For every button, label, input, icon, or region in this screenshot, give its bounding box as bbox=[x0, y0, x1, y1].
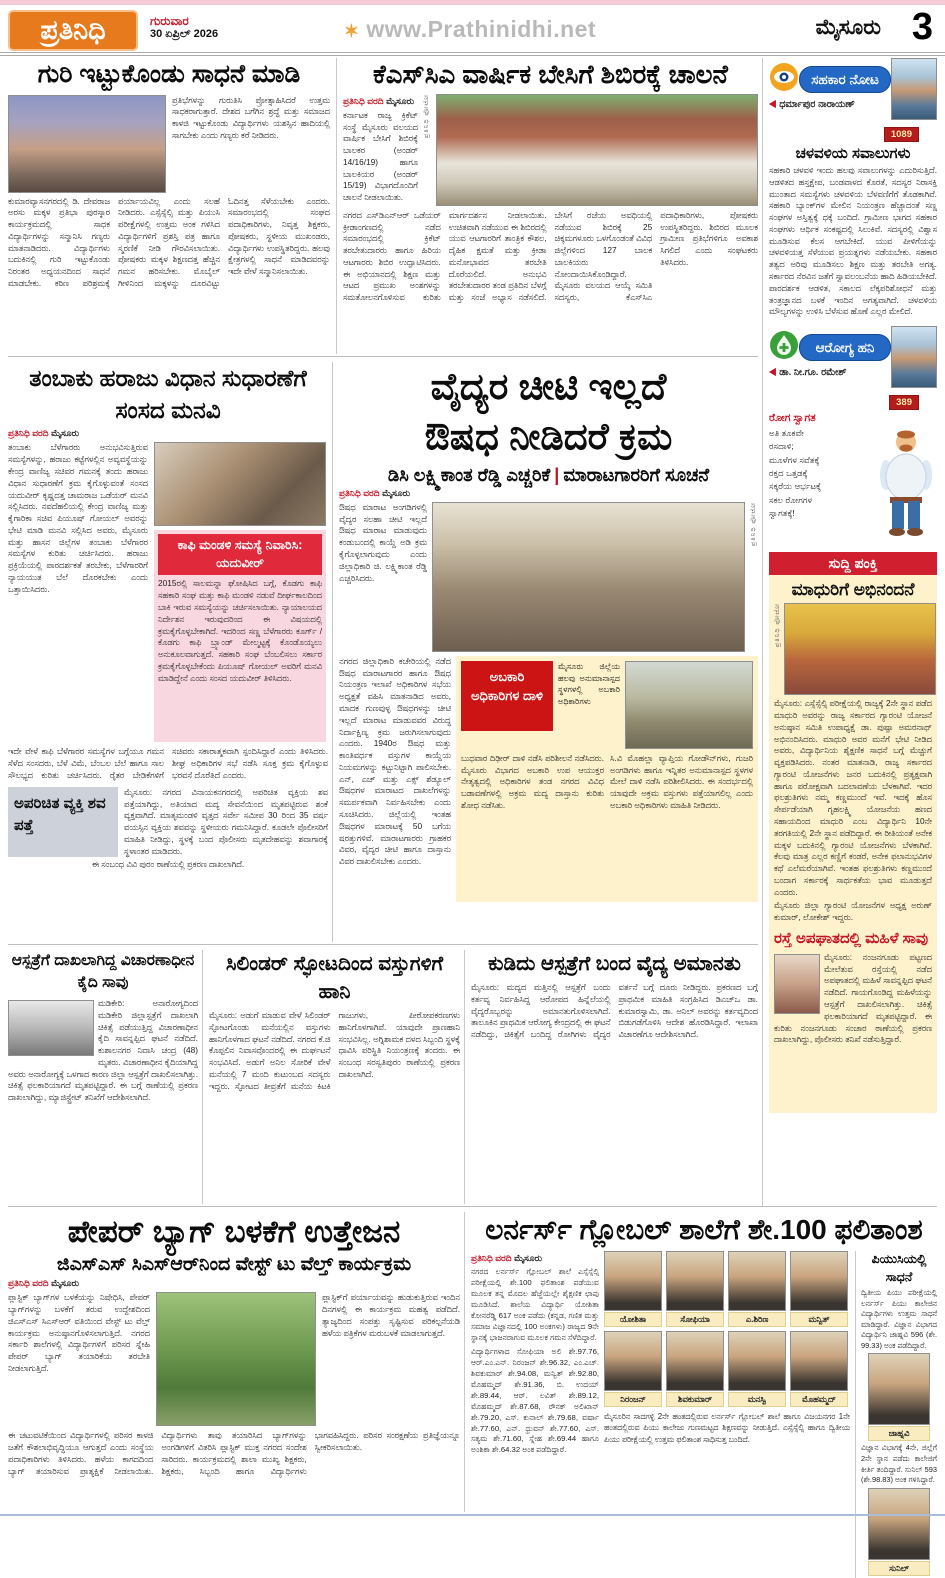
article-subhead: ಜಿಎಸ್‌ಎಸ್ ಸಿಎಸ್‌ಆರ್‌ನಿಂದ ವೇಸ್ಟ್ ಟು ವೆಲ್ತ್ ಕಾರ್ಯಕ್ರಮ bbox=[56, 1254, 412, 1276]
student-tile bbox=[868, 1488, 930, 1576]
photo-credit: ಪ್ರತಿನಿಧಿ ಫೋಟೋ bbox=[423, 93, 430, 138]
student-name: ಜಾಹ್ನವಿ bbox=[868, 1426, 930, 1441]
student-photo bbox=[604, 1251, 662, 1311]
highlight-box bbox=[769, 575, 937, 1113]
student-photo bbox=[604, 1331, 662, 1391]
mp-minister-meeting-photo bbox=[154, 442, 326, 526]
box-title: ಕಾಫಿ ಮಂಡಳಿ ಸಮಸ್ಯೆ ನಿವಾರಿಸಿ: ಯದುವೀರ್ bbox=[158, 534, 322, 575]
article-body: ಮೈಸೂರಿನ ಸಾದಗಳ್ಳಿ 2ನೇ ಹಂತದಲ್ಲಿರುವ ಲರ್ನರ್ಸ್ ಗ್ಲೋಬಲ್ ಶಾಲೆ ಹಾಗೂ ವಿಜಯನಗರ 1ನೇ ಹಂತದಲ್ಲಿರುವ ಪಿಯು ಕಾಲೇಜು ಗುಣಮಟ್ಟದ ಶಿಕ್ಷಣವನ್ನು ನೀಡುತ್ತಿದೆ. ಎಸ್ಸೆಸ್ಸೆಲ್ಸಿ ಹಾಗೂ ದ್ವಿತೀಯ ಪಿಯು ಪರೀಕ್ಷೆಯಲ್ಲಿ ಉತ್ತಮ ಫಲಿತಾಂಶ ಸಾಧಿಸುತ್ತ ಬಂದಿದೆ. bbox=[604, 1412, 850, 1444]
article-learners-global bbox=[464, 1212, 937, 1573]
column-number-badge: 389 bbox=[889, 395, 919, 410]
student-name: ಯೋಶಿತಾ bbox=[604, 1312, 662, 1327]
article-headline[interactable]: ಸಿಲಿಂಡರ್ ಸ್ಫೋಟದಿಂದ ವಸ್ತುಗಳಿಗೆ ಹಾನಿ bbox=[225, 953, 444, 1003]
byline: ಪ್ರತಿನಿಧಿ ವರದಿ ಮೈಸೂರು bbox=[339, 487, 411, 498]
student-photo bbox=[666, 1331, 724, 1391]
puc-achievement-box bbox=[855, 1251, 937, 1577]
logo-text: ಪ್ರತಿನಿಧಿ bbox=[40, 14, 106, 45]
cricket-camp-group-photo bbox=[436, 94, 758, 206]
date: 30 ಏಪ್ರಿಲ್ 2026 bbox=[150, 28, 219, 41]
columnist-photo bbox=[891, 58, 937, 120]
article-goal-achievement bbox=[8, 58, 330, 354]
box-title[interactable]: ಪಿಯುಸಿಯಲ್ಲಿ ಸಾಧನೆ bbox=[871, 1252, 927, 1284]
edition-city: ಮೈಸೂರು bbox=[815, 16, 881, 39]
newspaper-logo bbox=[8, 10, 138, 51]
student-tile bbox=[790, 1331, 848, 1407]
article-body: ನಗರದ ಜಿಲ್ಲಾಧಿಕಾರಿ ಕಚೇರಿಯಲ್ಲಿ ನಡೆದ ಔಷಧ ಮಾರಾಟಗಾರರ ಹಾಗೂ ಔಷಧ ನಿಯಂತ್ರಣ ಇಲಾಖೆ ಅಧಿಕಾರಿಗಳ ಸಭೆಯ ಅಧ್ಯಕ್ಷತೆ ವಹಿಸಿ ಮಾತನಾಡಿದ ಅವರು, ಮಾದಕ ಗುಣವುಳ್ಳ ಔಷಧಗಳನ್ನು ಚೀಟಿ ಇಲ್ಲದೆ ಮಾರಾಟ ಮಾಡುವವರ ವಿರುದ್ಧ ನಿರ್ದಾಕ್ಷಿಣ್ಯ ಕ್ರಮ ಜರುಗಿಸಲಾಗುವುದು ಎಂದರು. 1940ರ ಔಷಧ ಮತ್ತು ಕಾಂತಿವರ್ಧಕ ವಸ್ತುಗಳ ಕಾಯ್ದೆಯ ನಿಯಮಗಳನ್ನು ಕಟ್ಟುನಿಟ್ಟಾಗಿ ಪಾಲಿಸಬೇಕು. ಎನ್, ಎಚ್ ಮತ್ತು ಎಕ್ಸ್ ಶೆಡ್ಯೂಲ್ ಔಷಧಗಳ ಮಾರಾಟದ ದಾಖಲೆಗಳನ್ನು ಸಮರ್ಪಕವಾಗಿ ನಿರ್ವಹಿಸಬೇಕು ಎಂದು ಸೂಚಿಸಿದರು. ಜಿಲ್ಲೆಯಲ್ಲಿ ಇಂತಹ ಔಷಧಗಳ ಮಾರಾಟಕ್ಕೆ 50 ಬಗೆಯ ಷರತ್ತುಗಳಿವೆ. ಮಾರಾಟಗಾರರು ಗ್ರಾಹಕರ ವಿವರ, ವೈದ್ಯರ ಚೀಟಿ ಹಾಗೂ ದಾಸ್ತಾನು ವಿವರ ದಾಖಲಿಸಬೇಕು ಎಂದರು. bbox=[339, 655, 451, 867]
madhuri-footer: ಮೈಸೂರು ಜಿಲ್ಲಾ ಗ್ಯಾರಂಟಿ ಯೋಜನೆಗಳ ಅಧ್ಯಕ್ಷ ಅರುಣ್ ಕುಮಾರ್, ಲೋಕೇಶ್ ಇದ್ದರು. bbox=[774, 900, 932, 923]
byline: ಪ್ರತಿನಿಧಿ ವರದಿ ಮೈಸೂರು bbox=[8, 428, 80, 439]
article-tobacco-auction bbox=[8, 362, 328, 942]
columnist-name: ◀ ಡಾ. ನೀ.ಗೂ. ರಮೇಶ್ bbox=[769, 367, 847, 379]
student-tile bbox=[604, 1331, 662, 1407]
box-body: 2015ರಲ್ಲಿ ಸಾಲಮನ್ನಾ ಘೋಷಿಸಿದ ಬಗ್ಗೆ, ಕೊಡಗು ಕಾಫಿ ಸಹಕಾರಿ ಸಂಘ ಮತ್ತು ಕಾಫಿ ಮಂಡಳಿ ನಡುವೆ ದೀರ್ಘಕಾಲದಿಂದ ಬಾಕಿ ಇರುವ ಸಮಸ್ಯೆಯನ್ನು ಚರ್ಚಿಸಲಾಯಿತು. ನ್ಯಾಯಾಲಯದ ನಿರ್ದೇಶನ ಇರುವುದರಿಂದ ಈ ವಿಷಯದಲ್ಲಿ ಕ್ರಮಕೈಗೊಳ್ಳಬೇಕಾಗಿದೆ. ಇದರಿಂದ ಸಣ್ಣ ಬೆಳೆಗಾರರು ಕೂರ್ಗ್ / ಕೊಡಗು ಕಾಫಿ ಬ್ರ್ಯಾಂಡ್ ಮೇಲ್ಮಟ್ಟಕ್ಕೆ ಕೊಂಡೊಯ್ಯಲು ಅನುಕೂಲವಾಗುತ್ತದೆ. ಸಹಕಾರಿ ಸಂಘ ಬೆಂಬಲಿಸಲು ಸರ್ಕಾರ ಕ್ರಮಕೈಗೊಳ್ಳಬೇಕೆಂದು ಪಿಯೂಷ್ ಗೋಯಲ್ ಅವರಿಗೆ ಮನವಿ ಮಾಡಿದ್ದೇನೆ ಎಂದು ಸಂಸದ ಯದುವೀರ್ ತಿಳಿಸಿದರು. bbox=[158, 578, 322, 683]
student-photo bbox=[728, 1331, 786, 1391]
dc-meeting-photo bbox=[432, 502, 745, 652]
column-banner: ಆರೋಗ್ಯ ಹನಿ bbox=[799, 334, 891, 361]
top-accent-bar bbox=[0, 0, 945, 5]
article-body: ನಗರದ ಲರ್ನರ್ಸ್ ಗ್ಲೋಬಲ್ ಶಾಲೆ ಎಸ್ಸೆಸ್ಸೆಲ್ಸಿ ಪರೀಕ್ಷೆಯಲ್ಲಿ ಶೇ.100 ಫಲಿತಾಂಶ ಪಡೆಯುವ ಮೂಲಕ ತನ್ನ ಮೊದಲ ಹೆಜ್ಜೆಯಲ್ಲೇ ಶೈಕ್ಷಣಿಕ ಛಾಪು ಮೂಡಿಸಿದೆ. ಶಾಲೆಯ ವಿದ್ಯಾರ್ಥಿ ಯೋಶಿತಾ ಕೋನರೆಡ್ಡಿ 617 ಅಂಕ ಪಡೆದು (ಕನ್ನಡ, ಗಣಿತ ಮತ್ತು ಸಮಾಜ ವಿಜ್ಞಾನದಲ್ಲಿ 100 ಅಂಕಗಳು) ರಾಜ್ಯದ 9ನೇ ಸ್ಥಾನಕ್ಕೆ ಭಾಜನರಾಗುವ ಮೂಲಕ ಗಮನ ಸೆಳೆದಿದ್ದಾರೆ. bbox=[471, 1267, 599, 1343]
student-name: ಮನ್ವಿತ್ bbox=[790, 1312, 848, 1327]
excise-raid-box bbox=[456, 656, 758, 902]
raid-photo-caption: ಸಿ.ವಿ ಮೊಹಲ್ಲಾ ವ್ಯಾಪ್ತಿಯ ಗೋಡೌನ್‌ಗಳು, ಗುಜರಿ ಅಂಗಡಿಗಳು ಹಾಗೂ ಇನ್ನಿತರ ಅನುಮಾನಾಸ್ಪದ ಸ್ಥಳಗಳ ಮೇಲೆ ದಾಳಿ ನಡೆಸಿ ಪರಿಶೀಲಿಸಿದರು. ಈ ಸಂದರ್ಭದಲ್ಲಿ ಯಾವುದೇ ಅಕ್ರಮ ವಸ್ತುಗಳು ಪತ್ತೆಯಾಗಲಿಲ್ಲ ಎಂದು ಅಬಕಾರಿ ಅಧಿಕಾರಿಗಳು ಮಾಹಿತಿ ನೀಡಿದರು. bbox=[610, 752, 753, 810]
byline: ಪ್ರತಿನಿಧಿ ವರದಿ ಮೈಸೂರು bbox=[471, 1253, 543, 1264]
deceased-woman-photo bbox=[774, 954, 820, 1014]
student-photo-grid bbox=[604, 1251, 850, 1407]
student-name: ಶಿವಕುಮಾರ್ bbox=[666, 1392, 724, 1407]
raid-body: ಬುಧವಾರ ದಿಢೀರ್ ದಾಳಿ ನಡೆಸಿ ಪರಿಶೀಲನೆ ನಡೆಸಿದರು. ಮೈಸೂರು ವಿಭಾಗದ ಅಬಕಾರಿ ಉಪ ಆಯುಕ್ತರ ನೇತೃತ್ವದಲ್ಲಿ ಅಧಿಕಾರಿಗಳ ತಂಡ ನಗರದ ವಿವಿಧ ಬಡಾವಣೆಗಳಲ್ಲಿ ಅಕ್ರಮ ಮದ್ಯ ದಾಸ್ತಾನು ಕುರಿತು ಶೋಧ ನಡೆಸಿತು. bbox=[461, 752, 604, 810]
hospital-photo bbox=[8, 1000, 94, 1056]
lead-headline-line1[interactable]: ವೈದ್ಯರ ಚೀಟಿ ಇಲ್ಲದೆ bbox=[430, 366, 667, 407]
article-body: ಕರ್ನಾಟಕ ರಾಜ್ಯ ಕ್ರಿಕೆಟ್ ಸಂಸ್ಥೆ ಮೈಸೂರು ವಲಯದ ವಾರ್ಷಿಕ ಬೇಸಿಗೆ ಶಿಬಿರಕ್ಕೆ ಬಾಲಕರ (ಅಂಡರ್ 14/16/19) ಹಾಗೂ ಬಾಲಕಿಯರ (ಅಂಡರ್ 15/19) ವಿಭಾಗದೊಂದಿಗೆ ಚಾಲನೆ ನೀಡಲಾಯಿತು. bbox=[343, 109, 418, 203]
article-paper-bag bbox=[8, 1212, 460, 1512]
photo-credit: ಪ್ರತಿನಿಧಿ ಫೋಟೋ bbox=[750, 501, 757, 547]
article-cylinder-blast bbox=[202, 950, 460, 1204]
website-url[interactable]: ✶ www.Prathinidhi.net bbox=[343, 16, 597, 42]
student-tile bbox=[728, 1331, 786, 1407]
health-column-header bbox=[769, 326, 937, 390]
student-tile bbox=[604, 1251, 662, 1327]
article-body: ಮೈಸೂರು: ಮದ್ಯದ ಮತ್ತಿನಲ್ಲಿ ಆಸ್ಪತ್ರೆಗೆ ಬಂದು ಕರ್ತವ್ಯ ನಿರ್ವಹಿಸಿದ್ದ ಆರೋಪದ ಹಿನ್ನೆಲೆಯಲ್ಲಿ ವೈದ್ಯರೊಬ್ಬರನ್ನು ಅಮಾನತುಗೊಳಿಸಲಾಗಿದೆ. ತಾಲೂಕಿನ ಪ್ರಾಥಮಿಕ ಆರೋಗ್ಯ ಕೇಂದ್ರದಲ್ಲಿ ಈ ಘಟನೆ ನಡೆದಿದ್ದು, ಚಿಕಿತ್ಸೆಗೆ ಬಂದಿದ್ದ ರೋಗಿಗಳು ವೈದ್ಯರ ವರ್ತನೆ ಬಗ್ಗೆ ದೂರು ನೀಡಿದ್ದರು. ಪ್ರಕರಣದ ಬಗ್ಗೆ ಪ್ರಾಥಮಿಕ ಮಾಹಿತಿ ಸಂಗ್ರಹಿಸಿದ ಡಿಎಚ್‌ಒ ಡಾ. ಕುಮಾರಸ್ವಾಮಿ, ಡಾ. ಅನಿಲ್ ಅವರನ್ನು ಕರ್ತವ್ಯದಿಂದ ಬಿಡುಗಡೆಗೊಳಿಸಿ ಆದೇಶ ಹೊರಡಿಸಿದ್ದಾರೆ. ಇಲಾಖಾ ವಿಚಾರಣೆಗೂ ಆದೇಶಿಸಲಾಗಿದೆ. bbox=[471, 982, 758, 1040]
column-title[interactable]: ಚಳವಳಿಯ ಸವಾಲುಗಳು bbox=[795, 145, 911, 162]
article-body: ಈ ಚಟುವಟಿಕೆಯಿಂದ ವಿದ್ಯಾರ್ಥಿಗಳಲ್ಲಿ ಪರಿಸರ ಕಾಳಜಿ ಜತೆಗೆ ಕೌಶಲಾಭಿವೃದ್ಧಿಯೂ ಆಗುತ್ತದೆ ಎಂದು ಸಂಸ್ಥೆಯ ಪದಾಧಿಕಾರಿಗಳು ತಿಳಿಸಿದರು. ಹಳೆಯ ಕಾಗದದಿಂದ ಬ್ಯಾಗ್ ತಯಾರಿಸುವ ಪ್ರಾತ್ಯಕ್ಷಿಕೆ ನೀಡಲಾಯಿತು. ವಿದ್ಯಾರ್ಥಿಗಳು ತಾವು ತಯಾರಿಸಿದ ಬ್ಯಾಗ್‌ಗಳನ್ನು ಅಂಗಡಿಗಳಿಗೆ ವಿತರಿಸಿ ಪ್ಲಾಸ್ಟಿಕ್ ಮುಕ್ತ ನಗರದ ಸಂದೇಶ ಸಾರಿದರು. ಕಾರ್ಯಕ್ರಮದಲ್ಲಿ ಶಾಲಾ ಮುಖ್ಯ ಶಿಕ್ಷಕರು, ಶಿಕ್ಷಕರು, ಸಿಬ್ಬಂದಿ ಹಾಗೂ ವಿದ್ಯಾರ್ಥಿಗಳು ಭಾಗವಹಿಸಿದ್ದರು. ಪರಿಸರ ಸಂರಕ್ಷಣೆಯ ಪ್ರತಿಜ್ಞೆಯನ್ನೂ ಸ್ವೀಕರಿಸಲಾಯಿತು. bbox=[8, 1430, 460, 1476]
article-body: ಮೈಸೂರು: ಅಡುಗೆ ಮಾಡುವ ವೇಳೆ ಸಿಲಿಂಡರ್ ಸ್ಫೋಟಗೊಂಡು ಮನೆಯಲ್ಲಿನ ವಸ್ತುಗಳು ಹಾನಿಗೊಳಗಾದ ಘಟನೆ ನಡೆದಿದೆ. ನಗರದ ಕೆ.ಜಿ ಕೊಪ್ಪಲಿನ ನಿವಾಸವೊಂದರಲ್ಲಿ ಈ ದುರ್ಘಟನೆ ಸಂಭವಿಸಿದೆ. ಅಡುಗೆ ಅನಿಲ ಸೋರಿಕೆ ವೇಳೆ ಮನೆಯಲ್ಲಿ 7 ಮಂದಿ ಕುಟುಂಬದ ಸದಸ್ಯರು ಇದ್ದರು. ಸ್ಫೋಟದ ತೀವ್ರತೆಗೆ ಮನೆಯ ಕಿಟಕಿ ಗಾಜುಗಳು, ಪೀಠೋಪಕರಣಗಳು ಹಾನಿಗೊಳಗಾಗಿವೆ. ಯಾವುದೇ ಪ್ರಾಣಹಾನಿ ಸಂಭವಿಸಿಲ್ಲ. ಅಗ್ನಿಶಾಮಕ ದಳದ ಸಿಬ್ಬಂದಿ ಸ್ಥಳಕ್ಕೆ ಧಾವಿಸಿ ಪರಿಸ್ಥಿತಿ ನಿಯಂತ್ರಣಕ್ಕೆ ತಂದರು. ಈ ಸಂಬಂಧ ಸರಸ್ವತಿಪುರಂ ಠಾಣೆಯಲ್ಲಿ ಪ್ರಕರಣ ದಾಖಲಾಗಿದೆ. bbox=[209, 1010, 460, 1091]
brief-body: ಮೈಸೂರು: ನಗರದ ವಿನಾಯಕನಗರದಲ್ಲಿ ಅಪರಿಚಿತ ವ್ಯಕ್ತಿಯ ಶವ ಪತ್ತೆಯಾಗಿದ್ದು, ಅತಿಯಾದ ಮದ್ಯ ಸೇವನೆಯಿಂದ ಮೃತಪಟ್ಟಿರುವ ಶಂಕೆ ವ್ಯಕ್ತವಾಗಿದೆ. ಮಾತೃಮಂಡಳಿ ವೃತ್ತದ ಸರ್ವೇ ಸಮೀಪ 30 ರಿಂದ 35 ವರ್ಷ ವಯಸ್ಸಿನ ವ್ಯಕ್ತಿಯ ಶವವನ್ನು ಸ್ಥಳೀಯರು ಗಮನಿಸಿದ್ದಾರೆ. ಕೂಡಲೇ ಪೊಲೀಸರಿಗೆ ಮಾಹಿತಿ ನೀಡಿದ್ದು, ಸ್ಥಳಕ್ಕೆ ಬಂದ ಪೊಲೀಸರು ಮೃತದೇಹವನ್ನು ಶವಾಗಾರಕ್ಕೆ ಸ್ಥಳಾಂತರ ಮಾಡಿದರು. bbox=[124, 786, 328, 856]
overweight-man-cartoon bbox=[875, 427, 937, 544]
date-block bbox=[150, 14, 218, 42]
student-name: ಸುನಿಲ್ bbox=[868, 1561, 930, 1576]
accident-headline[interactable]: ರಸ್ತೆ ಅಪಘಾತದಲ್ಲಿ ಮಹಿಳೆ ಸಾವು bbox=[774, 929, 929, 947]
student-tile bbox=[728, 1251, 786, 1327]
column-number-badge: 1089 bbox=[884, 127, 919, 142]
eye-icon bbox=[769, 62, 799, 97]
poem-title: ರೋಗ ಸ್ವಾಗತ bbox=[769, 412, 816, 425]
article-headline[interactable]: ಗುರಿ ಇಟ್ಟುಕೊಂಡು ಸಾಧನೆ ಮಾಡಿ bbox=[37, 60, 301, 88]
raid-intro: ಮೈಸೂರು ಜಿಲ್ಲೆಯ ಹಲವು ಅನುಮಾನಾಸ್ಪದ ಸ್ಥಳಗಳಲ್ಲಿ ಅಬಕಾರಿ ಅಧಿಕಾರಿಗಳು bbox=[558, 661, 620, 707]
raid-box-title: ಅಬಕಾರಿ ಅಧಿಕಾರಿಗಳ ದಾಳಿ bbox=[461, 661, 553, 731]
bottom-rule bbox=[0, 1514, 945, 1516]
student-name: ನಿರಂಜನ್ bbox=[604, 1392, 662, 1407]
student-tile bbox=[868, 1353, 930, 1441]
accident-body: ಮೈಸೂರು: ನಂಜನಗೂಡು ಪಟ್ಟಣದ ಮೇಲೆತುವ ರಸ್ತೆಯಲ್ಲಿ ನಡೆದ ಅಪಘಾತದಲ್ಲಿ ಮಹಿಳೆ ಸಾವನ್ನಪ್ಪಿದ ಘಟನೆ ನಡೆದಿದೆ. ಗಾಯಗೊಂಡಿದ್ದ ಮಹಿಳೆಯನ್ನು ಆಸ್ಪತ್ರೆಗೆ ದಾಖಲಿಸಲಾಗಿತ್ತು. ಚಿಕಿತ್ಸೆ ಫಲಕಾರಿಯಾಗದೆ ಮೃತಪಟ್ಟಿದ್ದಾರೆ. ಈ ಕುರಿತು ನಂಜನಗೂಡು ಸಂಚಾರ ಠಾಣೆಯಲ್ಲಿ ಪ್ರಕರಣ ದಾಖಲಾಗಿದ್ದು, ಪೊಲೀಸರು ತನಿಖೆ ನಡೆಸುತ್ತಿದ್ದಾರೆ. bbox=[774, 951, 932, 1045]
box-body: ವಿಜ್ಞಾನ ವಿಭಾಗಕ್ಕೆ 4ನೇ, ಜಿಲ್ಲೆಗೆ 2ನೇ ಸ್ಥಾನ ಪಡೆದು ಕಾಲೇಜಿಗೆ ಕೀರ್ತಿ ತಂದಿದ್ದಾರೆ. ಸುನಿಲ್ 593 (ಶೇ.98.83) ಅಂಕ ಗಳಿಸಿದ್ದಾರೆ. bbox=[861, 1443, 937, 1485]
student-name: ಎ.ಶಿರಿಣ bbox=[728, 1312, 786, 1327]
weekday: ಗುರುವಾರ bbox=[150, 14, 189, 28]
madhuri-headline[interactable]: ಮಾಧುರಿಗೆ ಅಭಿನಂದನೆ bbox=[791, 580, 915, 600]
section-divider bbox=[8, 944, 758, 945]
header-divider bbox=[0, 52, 945, 56]
article-body: ಮಡಿಕೇರಿ: ಅನಾರೋಗ್ಯದಿಂದ ಮಡಿಕೇರಿ ಜಿಲ್ಲಾಸ್ಪತ್ರೆಗೆ ದಾಖಲಾಗಿ ಚಿಕಿತ್ಸೆ ಪಡೆಯುತ್ತಿದ್ದ ವಿಚಾರಣಾಧೀನ ಕೈದಿ ಸಾವನ್ನಪ್ಪಿದ ಘಟನೆ ನಡೆದಿದೆ. ಕುಶಾಲನಗರ ನಿವಾಸಿ ಚಂದ್ರ (48) ಮೃತರು. ವಿಚಾರಣಾಧೀನ ಕೈದಿಯಾಗಿದ್ದ ಅವರು ಅನಾರೋಗ್ಯಕ್ಕೆ ಒಳಗಾದ ಕಾರಣ ಜಿಲ್ಲಾ ಆಸ್ಪತ್ರೆಗೆ ದಾಖಲಿಸಲಾಗಿತ್ತು. ಚಿಕಿತ್ಸೆ ಫಲಕಾರಿಯಾಗದೆ ಮೃತಪಟ್ಟಿದ್ದಾರೆ. ಈ ಬಗ್ಗೆ ಠಾಣೆಯಲ್ಲಿ ಪ್ರಕರಣ ದಾಖಲಾಗಿದ್ದು, ಮ್ಯಾಜಿಸ್ಟ್ರೇಟ್ ತನಿಖೆಗೆ ಆದೇಶಿಸಲಾಗಿದೆ. bbox=[8, 997, 198, 1103]
columnist-photo bbox=[891, 326, 937, 388]
article-headline[interactable]: ಪೇಪರ್ ಬ್ಯಾಗ್ ಬಳಕೆಗೆ ಉತ್ತೇಜನ bbox=[67, 1214, 401, 1249]
student-photo bbox=[790, 1331, 848, 1391]
article-headline[interactable]: ಕುಡಿದು ಆಸ್ಪತ್ರೆಗೆ ಬಂದ ವೈದ್ಯ ಅಮಾನತು bbox=[488, 953, 741, 975]
article-body: ಪ್ರತಿಭೆಗಳನ್ನು ಗುರುತಿಸಿ ಪ್ರೋತ್ಸಾಹಿಸಿದರೆ ಉತ್ತಮ ಸಾಧಕರಾಗುತ್ತಾರೆ. ದೇಶದ ಬಗೆಗಿನ ಶ್ರದ್ಧೆ ಮತ್ತು ಸಮಾಜದ ಕಾಳಜಿ ಇಟ್ಟುಕೊಂಡು ವಿದ್ಯಾರ್ಥಿಗಳು ಯಶಸ್ಸಿನ ಹಾದಿಯಲ್ಲಿ ಸಾಗಬೇಕು ಎಂದು ಗಣ್ಯರು ಕರೆ ನೀಡಿದರು. bbox=[172, 94, 330, 140]
article-body: ಔಷಧ ಮಾರಾಟ ಅಂಗಡಿಗಳಲ್ಲಿ ವೈದ್ಯರ ಸಲಹಾ ಚೀಟಿ ಇಲ್ಲದೆ ಔಷಧ ಮಾರಾಟ ಮಾಡುವುದು ಕಂಡುಬಂದಲ್ಲಿ ಕಾಯ್ದೆ ಅಡಿ ಕ್ರಮ ಕೈಗೊಳ್ಳಲಾಗುವುದು ಎಂದು ಜಿಲ್ಲಾಧಿಕಾರಿ ಜಿ. ಲಕ್ಷ್ಮಿಕಾಂತ ರೆಡ್ಡಿ ಎಚ್ಚರಿಸಿದರು. bbox=[339, 501, 427, 583]
lead-headline-line2[interactable]: ಔಷಧ ನೀಡಿದರೆ ಕ್ರಮ bbox=[424, 415, 673, 457]
excise-raid-photo bbox=[625, 661, 753, 749]
student-tile bbox=[790, 1251, 848, 1327]
article-body: ನಗರದ ಎಸ್‌ಡಿಎನ್‌ಆರ್ ಒಡೆಯರ್ ಕ್ರೀಡಾಂಗಣದಲ್ಲಿ ನಡೆದ ಸಮಾರಂಭದಲ್ಲಿ ಕ್ರಿಕೆಟ್ ತರಬೇತುದಾರರು ಹಾಗೂ ಹಿರಿಯ ಆಟಗಾರರು ಶಿಬಿರ ಉದ್ಘಾಟಿಸಿದರು. ಈ ಅಭಿಯಾನದಲ್ಲಿ ಶಿಕ್ಷಣ ಮತ್ತು ಆಟದ ಪ್ರಮುಖ ಅಂಶಗಳನ್ನು ಸಮತೋಲನಗೊಳಿಸುವ ಕುರಿತು ಮಾರ್ಗದರ್ಶನ ನೀಡಲಾಯಿತು. ಉಚಿತವಾಗಿ ನಡೆಯುವ ಈ ಶಿಬಿರದಲ್ಲಿ ಯುವ ಆಟಗಾರರಿಗೆ ತಾಂತ್ರಿಕ ಕೌಶಲ, ದೈಹಿಕ ಕ್ಷಮತೆ ಮತ್ತು ಕ್ರೀಡಾ ಮನೋಭಾವದ ತರಬೇತಿ ದೊರೆಯಲಿದೆ. ಅನುಭವಿ ತರಬೇತುದಾರರ ತಂಡ ಪ್ರತಿದಿನ ಬೆಳಗ್ಗೆ ಮತ್ತು ಸಂಜೆ ಅಭ್ಯಾಸ ನಡೆಸಲಿದೆ. ಬೇಸಿಗೆ ರಜೆಯ ಅವಧಿಯಲ್ಲಿ ನಡೆಯುವ ಶಿಬಿರಕ್ಕೆ 25 ಚಿಕ್ಕಮಗಳೂರು ಒಳಗೊಂಡಂತೆ ವಿವಿಧ ಜಿಲ್ಲೆಗಳಿಂದ 127 ಬಾಲಕ ಬಾಲಕಿಯರು ನೋಂದಾಯಿಸಿಕೊಂಡಿದ್ದಾರೆ. ಮೈಸೂರು ವಲಯದ ಆಯ್ಕೆ ಸಮಿತಿ ಸದಸ್ಯರು, ಕೆಎಸ್‌ಸಿಎ ಪದಾಧಿಕಾರಿಗಳು, ಪೋಷಕರು ಉಪಸ್ಥಿತರಿದ್ದರು. ಶಿಬಿರದ ಮೂಲಕ ಗ್ರಾಮೀಣ ಪ್ರತಿಭೆಗಳಿಗೂ ಅವಕಾಶ ಸಿಗಲಿದೆ ಎಂದು ಸಂಘಟಕರು ತಿಳಿಸಿದರು. bbox=[343, 209, 758, 303]
unknown-body-brief bbox=[8, 787, 328, 871]
article-ksca-camp bbox=[336, 58, 758, 354]
column-body: ಸಹಕಾರಿ ಚಳವಳಿ ಇಂದು ಹಲವು ಸವಾಲುಗಳನ್ನು ಎದುರಿಸುತ್ತಿದೆ. ಆಡಳಿತದ ಹಸ್ತಕ್ಷೇಪ, ಬಂಡವಾಳದ ಕೊರತೆ, ಸದಸ್ಯರ ನಿರಾಸಕ್ತಿ ಮುಂತಾದ ಸಮಸ್ಯೆಗಳು ಚಳವಳಿಯ ಬೆಳವಣಿಗೆಗೆ ತೊಡಕಾಗಿವೆ. ಸಹಕಾರಿ ಬ್ಯಾಂಕ್‌ಗಳ ಮೇಲಿನ ನಿಯಂತ್ರಣ ಹೆಚ್ಚಾದಂತೆ ಸಣ್ಣ ಸಂಘಗಳ ಅಸ್ತಿತ್ವಕ್ಕೆ ಧಕ್ಕೆ ಬಂದಿದೆ. ಗ್ರಾಮೀಣ ಭಾಗದ ಸಹಕಾರ ಸಂಘಗಳು ಆರ್ಥಿಕ ಸಂಕಷ್ಟದಲ್ಲಿ ಸಿಲುಕಿವೆ. ಸದಸ್ಯರಲ್ಲಿ ವಿಶ್ವಾಸ ಮೂಡಿಸುವ ಕೆಲಸ ಆಗಬೇಕಿದೆ. ಯುವ ಪೀಳಿಗೆಯನ್ನು ಚಳವಳಿಯತ್ತ ಸೆಳೆಯುವ ಪ್ರಯತ್ನಗಳು ನಡೆಯಬೇಕು. ಸಹಕಾರ ತತ್ವದ ಅರಿವು ಮೂಡಿಸಲು ಶಿಕ್ಷಣ ಮತ್ತು ತರಬೇತಿ ಅಗತ್ಯ. ಸರ್ಕಾರದ ನೆರವಿನ ಜತೆಗೆ ಸ್ವಾವಲಂಬನೆಯ ಹಾದಿ ಹಿಡಿಯಬೇಕಿದೆ. ಪಾರದರ್ಶಕ ಆಡಳಿತ, ಸಕಾಲದ ಲೆಕ್ಕಪರಿಶೋಧನೆ ಮತ್ತು ತಂತ್ರಜ್ಞಾನದ ಬಳಕೆ ಇಂದಿನ ಅಗತ್ಯವಾಗಿದೆ. ಚಳವಳಿಯ ಮೌಲ್ಯಗಳನ್ನು ಉಳಿಸಿ ಬೆಳೆಸುವ ಹೊಣೆ ಎಲ್ಲರ ಮೇಲಿದೆ. bbox=[769, 165, 937, 317]
article-body: ತಂಬಾಕು ಬೆಳೆಗಾರರು ಅನುಭವಿಸುತ್ತಿರುವ ಸಮಸ್ಯೆಗಳನ್ನು, ಹರಾಜು ಕಟ್ಟೆಗಳಲ್ಲಿನ ಅವ್ಯವಸ್ಥೆಯನ್ನು ಕೇಂದ್ರ ವಾಣಿಜ್ಯ ಸಚಿವರ ಗಮನಕ್ಕೆ ತಂದು ಹರಾಜು ವಿಧಾನ ಸುಧಾರಣೆಗೆ ಕ್ರಮ ಕೈಗೊಳ್ಳುವಂತೆ ಸಂಸದ ಯದುವೀರ್ ಕೃಷ್ಣದತ್ತ ಚಾಮರಾಜ ಒಡೆಯರ್ ಮನವಿ ಸಲ್ಲಿಸಿದರು. ನವದೆಹಲಿಯಲ್ಲಿ ಕೇಂದ್ರ ವಾಣಿಜ್ಯ ಮತ್ತು ಕೈಗಾರಿಕಾ ಸಚಿವ ಪಿಯೂಷ್ ಗೋಯಲ್ ಅವರನ್ನು ಭೇಟಿ ಮಾಡಿ ಮನವಿ ಸಲ್ಲಿಸಿದ ಅವರು, ಮೈಸೂರು ಮತ್ತು ಹಾಸನ ಜಿಲ್ಲೆಗಳ ತಂಬಾಕು ಬೆಳೆಗಾರರ ಸಮಸ್ಯೆಗಳ ಕುರಿತು ಚರ್ಚಿಸಿದರು. ಹರಾಜು ಪ್ರಕ್ರಿಯೆಯಲ್ಲಿ ಪಾರದರ್ಶಕತೆ ತರಬೇಕು, ಬೆಳೆಗಾರರಿಗೆ ನ್ಯಾಯಯುತ ಬೆಲೆ ದೊರಕಬೇಕು ಎಂದು ಒತ್ತಾಯಿಸಿದರು. bbox=[8, 442, 148, 594]
page-number: 3 bbox=[911, 6, 933, 48]
column-banner: ಸಹಕಾರ ನೋಟ bbox=[799, 66, 891, 93]
article-body: ಪ್ಲಾಸ್ಟಿಕ್ ಬ್ಯಾಗ್‌ಗಳ ಬಳಕೆಯನ್ನು ನಿಷೇಧಿಸಿ, ಪೇಪರ್ ಬ್ಯಾಗ್‌ಗಳನ್ನು ಬಳಕೆಗೆ ತರುವ ಉದ್ದೇಶದಿಂದ ಜಿಎಸ್‌ಎಸ್ ಸಿಎಸ್‌ಆರ್ ವತಿಯಿಂದ ವೇಸ್ಟ್ ಟು ವೆಲ್ತ್ ಕಾರ್ಯಕ್ರಮ ಅನುಷ್ಠಾನಗೊಳಿಸಲಾಗುತ್ತಿದೆ. ನಗರದ ಸರ್ಕಾರಿ ಶಾಲೆಗಳಲ್ಲಿ ವಿದ್ಯಾರ್ಥಿಗಳಿಗೆ ಪರಿಸರ ಸ್ನೇಹಿ ಪೇಪರ್ ಬ್ಯಾಗ್ ತಯಾರಿಕೆಯ ತರಬೇತಿ ನೀಡಲಾಗುತ್ತಿದೆ. bbox=[8, 1292, 150, 1373]
article-headline[interactable]: ಆಸ್ಪತ್ರೆಗೆ ದಾಖಲಾಗಿದ್ದ ವಿಚಾರಣಾಧೀನ ಕೈದಿ ಸಾವು bbox=[11, 952, 195, 992]
section-divider bbox=[8, 1206, 937, 1207]
cursor-icon: ✶ bbox=[343, 21, 360, 41]
lead-subhead: ಡಿಸಿ ಲಕ್ಷ್ಮಿಕಾಂತ ರೆಡ್ಡಿ ಎಚ್ಚರಿಕೆ | ಮಾರಾಟಗಾರರಿಗೆ ಸೂಚನೆ bbox=[387, 464, 710, 485]
brief-footer: ಈ ಸಂಬಂಧ ವಿವಿ ಪುರಂ ಠಾಣೆಯಲ್ಲಿ ಪ್ರಕರಣ ದಾಖಲಾಗಿದೆ. bbox=[91, 859, 245, 870]
student-name: ಮೊಹಮ್ಮದ್ bbox=[790, 1392, 848, 1407]
section-divider bbox=[8, 356, 758, 357]
student-tile bbox=[666, 1331, 724, 1407]
student-name: ಮನಸ್ವಿ bbox=[728, 1392, 786, 1407]
coffee-board-box bbox=[154, 530, 326, 742]
columnist-name: ◀ ಧರ್ಮಾಪುರ ನಾರಾಯಣ್ bbox=[769, 99, 855, 110]
article-body: ಇದೇ ವೇಳೆ ಕಾಫಿ ಬೆಳೆಗಾರರ ಸಮಸ್ಯೆಗಳ ಬಗ್ಗೆಯೂ ಗಮನ ಸೆಳೆದ ಸಂಸದರು, ಬೆಳೆ ವಿಮೆ, ಬೆಂಬಲ ಬೆಲೆ ಹಾಗೂ ಸಾಲ ಸೌಲಭ್ಯದ ಕುರಿತು ಚರ್ಚಿಸಿದರು. ರೈತರ ಬೇಡಿಕೆಗಳಿಗೆ ಸಚಿವರು ಸಕಾರಾತ್ಮಕವಾಗಿ ಸ್ಪಂದಿಸಿದ್ದಾರೆ ಎಂದು ತಿಳಿಸಿದರು. ಶೀಘ್ರ ಅಧಿಕಾರಿಗಳ ಸಭೆ ನಡೆಸಿ ಸೂಕ್ತ ಕ್ರಮ ಕೈಗೊಳ್ಳುವ ಭರವಸೆ ದೊರೆತಿದೆ ಎಂದರು. bbox=[8, 746, 328, 780]
student-photo bbox=[728, 1251, 786, 1311]
student-photo bbox=[790, 1251, 848, 1311]
student-photo bbox=[666, 1251, 724, 1311]
article-headline[interactable]: ಕೆಎಸ್‌ಸಿಎ ವಾರ್ಷಿಕ ಬೇಸಿಗೆ ಶಿಬಿರಕ್ಕೆ ಚಾಲನೆ bbox=[373, 59, 728, 89]
article-doctor-prescription bbox=[332, 362, 758, 942]
madhuri-body: ಮೈಸೂರು: ಎಸ್ಸೆಸ್ಸೆಲ್ಸಿ ಪರೀಕ್ಷೆಯಲ್ಲಿ ರಾಜ್ಯಕ್ಕೆ 2ನೇ ಸ್ಥಾನ ಪಡೆದ ಮಾಧುರಿ ಅವರನ್ನು ರಾಜ್ಯ ಸರ್ಕಾರದ ಗ್ಯಾರಂಟಿ ಯೋಜನೆ ಅನುಷ್ಠಾನ ಸಮಿತಿ ಉಪಾಧ್ಯಕ್ಷೆ ಡಾ. ಪುಷ್ಪಾ ಅಮರನಾಥ್ ಅಭಿನಂದಿಸಿದರು. ಮಾಧುರಿ ಅವರ ಮನೆಗೆ ಭೇಟಿ ನೀಡಿದ ಅವರು, ವಿದ್ಯಾರ್ಥಿನಿಯ ಶೈಕ್ಷಣಿಕ ಸಾಧನೆ ಬಗ್ಗೆ ಮೆಚ್ಚುಗೆ ವ್ಯಕ್ತಪಡಿಸಿದರು. ನಂತರ ಮಾತನಾಡಿ, ರಾಜ್ಯ ಸರ್ಕಾರದ ಗ್ಯಾರಂಟಿ ಯೋಜನೆಗಳು ಜನರ ಬದುಕಿನಲ್ಲಿ ಪ್ರತ್ಯಕ್ಷವಾಗಿ ಹಾಗೂ ಪರೋಕ್ಷವಾಗಿ ಬದಲಾವಣೆಯ ಬೆಳಕಾಗಿವೆ. ಇದರ ಫಲಶ್ರುತಿಗಳು ನಮ್ಮ ಕಣ್ಣಮುಂದೆ ಇವೆ. ಇದಕ್ಕೆ ಹೊಸ ಸೇರ್ಪಡೆಯಾಗಿ ಗೃಹಲಕ್ಷ್ಮಿ ಯೋಜನೆಯ ಹಣದ ಸಹಾಯದಿಂದ ಮಾಧುರಿ ಎಂಬ ವಿದ್ಯಾರ್ಥಿನಿ 10ನೇ ತರಗತಿಯಲ್ಲಿ 2ನೇ ಸ್ಥಾನ ಪಡೆದಿದ್ದಾರೆ. ಈ ರೀತಿಯಂತೆ ಅನೇಕ ಮಕ್ಕಳ ಬದುಕಿನಲ್ಲಿ ಗ್ಯಾರಂಟಿ ಯೋಜನೆಗಳು ಬೆಳಕಾಗಿವೆ. ಕೆಲವು ಮಾತ್ರ ಎಲ್ಲರ ಕಣ್ಣಿಗೆ ಕಂಡರೆ, ಅನೇಕ ಫಲಾನುಭವಿಗಳ ಕಥೆ ಎಲೆಮರೆಯಾಗಿವೆ. ಇಂತಹ ಫಲಶ್ರುತಿಗಳು ಕಣ್ಣಮುಂದೆ ಬಂದಾಗ ಸರ್ಕಾರಕ್ಕೆ ಸಾರ್ಥಕತೆಯ ಭಾವ ಮೂಡುತ್ತದೆ ಎಂದರು. bbox=[774, 698, 932, 897]
health-column bbox=[769, 326, 937, 544]
health-drop-icon bbox=[769, 330, 799, 365]
health-poem: ಅತಿ ತೂಕವೇ ರಸದಾಳಿ; ಮೂಳೆಗಳ ಸವೆತಕ್ಕೆ ರಕ್ತದ ಒತ್ತಡಕ್ಕೆ ಸಕ್ಕರೆಯ ಆರ್ಭಟಕ್ಕೆ ಸಕಲ ರೋಗಗಳ ಸ್ವಾಗತಕ್ಕೆ! bbox=[769, 428, 822, 519]
brief-title[interactable]: ಅಪರಿಚಿತ ವ್ಯಕ್ತಿ ಶವ ಪತ್ತೆ bbox=[8, 787, 118, 858]
article-headline[interactable]: ತಂಬಾಕು ಹರಾಜು ವಿಧಾನ ಸುಧಾರಣೆಗೆ ಸಂಸದ ಮನವಿ bbox=[29, 365, 307, 424]
student-photo bbox=[868, 1353, 930, 1425]
article-body: ಕುಮಾರವ್ಯಾಸನಗರದಲ್ಲಿ ಡಿ. ದೇವರಾಜ ಅರಸು ಮಕ್ಕಳ ಪ್ರತಿಭಾ ಪುರಸ್ಕಾರ ಕಾರ್ಯಕ್ರಮದಲ್ಲಿ ಸಾಧಕ ವಿದ್ಯಾರ್ಥಿಗಳನ್ನು ಸನ್ಮಾನಿಸಿ ಗಣ್ಯರು ಮಾತನಾಡಿದರು. ವಿದ್ಯಾರ್ಥಿಗಳು ಬದುಕಿನಲ್ಲಿ ಗುರಿ ಇಟ್ಟುಕೊಂಡು ನಿರಂತರ ಅಧ್ಯಯನದಿಂದ ಸಾಧನೆ ಮಾಡಬೇಕು. ಕಠಿಣ ಪರಿಶ್ರಮಕ್ಕೆ ಪರ್ಯಾಯವಿಲ್ಲ ಎಂದು ಸಲಹೆ ನೀಡಿದರು. ಎಸ್ಸೆಸ್ಸೆಲ್ಸಿ ಮತ್ತು ಪಿಯುಸಿ ಪರೀಕ್ಷೆಗಳಲ್ಲಿ ಉತ್ತಮ ಅಂಕ ಗಳಿಸಿದ ವಿದ್ಯಾರ್ಥಿಗಳಿಗೆ ಪ್ರಶಸ್ತಿ ಪತ್ರ ಹಾಗೂ ಸ್ಮರಣಿಕೆ ನೀಡಿ ಗೌರವಿಸಲಾಯಿತು. ಪೋಷಕರು ಮಕ್ಕಳ ಶಿಕ್ಷಣದತ್ತ ಹೆಚ್ಚಿನ ಗಮನ ಹರಿಸಬೇಕು. ಮೊಬೈಲ್ ಗೀಳಿನಿಂದ ಮಕ್ಕಳನ್ನು ದೂರವಿಟ್ಟು ಓದಿನತ್ತ ಸೆಳೆಯಬೇಕು ಎಂದರು. ಸಮಾರಂಭದಲ್ಲಿ ಸಂಘದ ಪದಾಧಿಕಾರಿಗಳು, ನಿವೃತ್ತ ಶಿಕ್ಷಕರು, ಪೋಷಕರು, ಸ್ಥಳೀಯ ಮುಖಂಡರು, ವಿದ್ಯಾರ್ಥಿಗಳು ಉಪಸ್ಥಿತರಿದ್ದರು. ಹಲವು ಕ್ಷೇತ್ರಗಳಲ್ಲಿ ಸಾಧನೆ ಮಾಡಿದವರನ್ನು ಇದೇ ವೇಳೆ ಸನ್ಮಾನಿಸಲಾಯಿತು. bbox=[8, 195, 330, 288]
news-strip-banner: ಸುದ್ದಿ ಪಂಕ್ತಿ bbox=[769, 552, 937, 575]
cooperative-column-header bbox=[769, 58, 937, 122]
article-headline[interactable]: ಲರ್ನರ್ಸ್ ಗ್ಲೋಬಲ್ ಶಾಲೆಗೆ ಶೇ.100 ಫಲಿತಾಂಶ bbox=[485, 1214, 923, 1245]
student-name: ಸೋಫಿಯಾ bbox=[666, 1312, 724, 1327]
article-drunk-doctor bbox=[464, 950, 758, 1204]
article-body: ಪ್ಲಾಸ್ಟಿಕ್‌ಗೆ ಪರ್ಯಾಯವನ್ನು ಹುಡುಕುತ್ತಿರುವ ಇಂದಿನ ದಿನಗಳಲ್ಲಿ ಈ ಕಾರ್ಯಕ್ರಮ ಮಹತ್ವ ಪಡೆದಿದೆ. ತ್ಯಾಜ್ಯದಿಂದ ಸಂಪತ್ತು ಸೃಷ್ಟಿಸುವ ಪರಿಕಲ್ಪನೆಯಡಿ ಹಳೆಯ ಪತ್ರಿಕೆಗಳ ಮರುಬಳಕೆ ಮಾಡಲಾಗುತ್ತದೆ. bbox=[322, 1292, 460, 1338]
student-tile bbox=[666, 1251, 724, 1327]
student-photo bbox=[868, 1488, 930, 1560]
right-column bbox=[762, 58, 937, 1206]
award-ceremony-photo bbox=[8, 95, 166, 193]
byline: ಪ್ರತಿನಿಧಿ ವರದಿ ಮೈಸೂರು bbox=[343, 95, 415, 106]
felicitation-group-photo bbox=[784, 603, 936, 695]
byline: ಪ್ರತಿನಿಧಿ ವರದಿ ಮೈಸೂರು bbox=[8, 1278, 80, 1289]
article-prisoner-death bbox=[8, 950, 198, 1204]
box-body: ದ್ವಿತೀಯ ಪಿಯು ಪರೀಕ್ಷೆಯಲ್ಲಿ ಲರ್ನರ್ಸ್ ಪಿಯು ಕಾಲೇಜಿನ ವಿದ್ಯಾರ್ಥಿಗಳು ಉತ್ತಮ ಸಾಧನೆ ಮಾಡಿದ್ದಾರೆ. ವಿಜ್ಞಾನ ವಿಭಾಗದ ವಿದ್ಯಾರ್ಥಿನಿ ಜಾಹ್ನವಿ 596 (ಶೇ. 99.33) ಅಂಕ ಪಡೆದಿದ್ದಾರೆ. bbox=[861, 1288, 937, 1350]
article-body-scores: ವಿದ್ಯಾರ್ಥಿಗಳಾದ ಸೋಫಿಯಾ ಅಲಿ ಶೇ.97.76, ಆರ್.ಎಂ.ಎನ್. ನಿರಂಜನ್ ಶೇ.96.32, ಎಂ.ಎಚ್. ಶಿವಕುಮಾರ್ ಶೇ.94.08, ಮನ್ವಿತ್ ಶೇ.92.80, ಮೊಹಮ್ಮದ್ ಶೇ.91.36, ಬಿ. ಉದಯ್ ಶೇ.89.44, ಆರ್. ಲವಿತ್ ಶೇ.89.12, ಮೊಹಮ್ಮದ್ ಶೇ.87.68, ರೌನಕ್ ಅಲಿಖಾನ್ ಶೇ.79.20, ಎಸ್. ಕುನಾಲ್ ಶೇ.79.68, ವರ್ಷಾ ಶೇ.77.60, ಎನ್. ಧ್ರುವನ್ ಶೇ.77.60, ಎಸ್. ಸತ್ಯಮ ಶೇ.71.60, ಸ್ನೇಹ ಶೇ.69.44 ಹಾಗೂ ಅಂಶಿಕಾ ಶೇ.64.32 ಅಂಕ ಪಡೆದಿದ್ದಾರೆ. bbox=[471, 1346, 599, 1455]
school-program-photo bbox=[156, 1292, 316, 1426]
photo-credit: ಪ್ರತಿನಿಧಿ ಫೋಟೋ bbox=[774, 603, 781, 648]
